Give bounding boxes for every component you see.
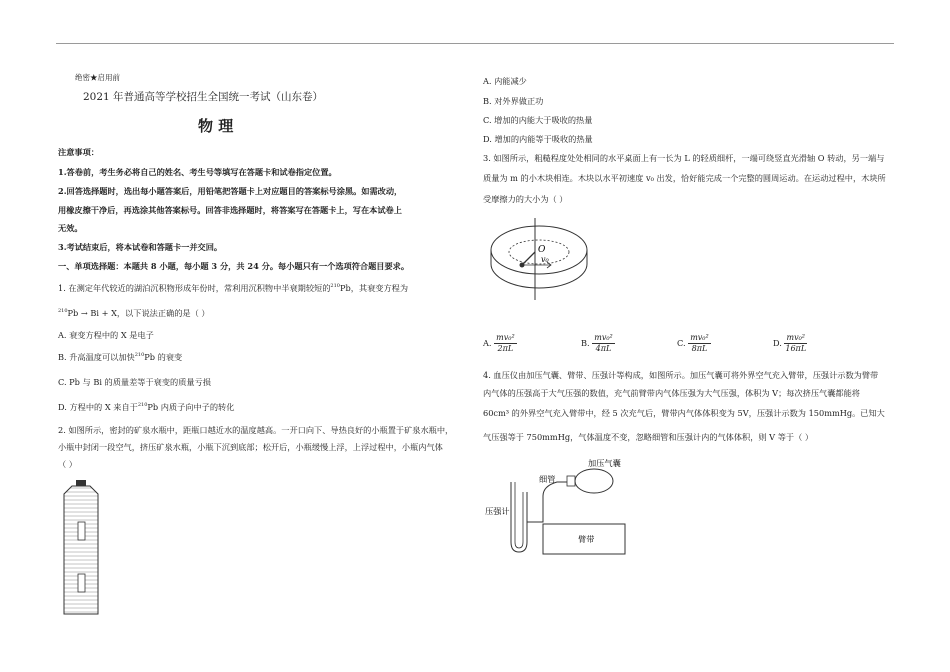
q2-option-c: C. 增加的内能大于吸收的热量 — [483, 115, 593, 125]
fig-label-tube: 细管 — [539, 474, 556, 484]
bottle-figure — [58, 478, 108, 618]
q4-line2: 内气体的压强高于大气压强的数值，充气前臂带内气体压强为大气压强，体积为 V；每次挤压气囊都能将 — [483, 388, 860, 398]
notes-heading: 注意事项： — [58, 147, 99, 157]
q3-option-b: B. $\frac{\text{mv₀²}}{4\pi L}$ — [581, 333, 613, 353]
q1-option-b: B. 升高温度可以加快$^{210}$Pb 的衰变 — [58, 352, 183, 362]
q1-option-d: D. 方程中的 X 来自于$^{210}$Pb 内质子向中子的转化 — [58, 402, 235, 412]
q2-line1: 2. 如图所示，密封的矿泉水瓶中，距瓶口越近水的温度越高。一开口向下、导热良好的小瓶置于矿泉水瓶中， — [58, 425, 454, 435]
note-2-line3: 无效。 — [58, 223, 83, 233]
q3-line3: 受摩擦力的大小为（ ） — [483, 194, 568, 204]
top-rule — [56, 43, 894, 44]
fig-label-cuff: 臂带 — [578, 534, 595, 544]
subject-title: 物 理 — [198, 117, 234, 135]
blood-pressure-figure — [483, 452, 653, 562]
exam-title: 2021 年普通高等学校招生全国统一考试（山东卷） — [83, 91, 324, 103]
q3-option-d: D. $\frac{\text{mv₀²}}{16\pi L}$ — [773, 333, 807, 353]
q3-line2: 质量为 m 的小木块相连。木块以水平初速度 v₀ 出发，恰好能完成一个完整的圆周运动。在运动过程中，木块所 — [483, 173, 886, 183]
q3-option-c: C. $\frac{\text{mv₀²}}{8\pi L}$ — [677, 333, 709, 353]
q4-line3: 60cm³ 的外界空气充入臂带中，经 5 次充气后，臂带内气体体积变为 5V，压强计示数为 150mmHg。已知大 — [483, 408, 885, 418]
q2-option-a: A. 内能减少 — [483, 76, 527, 86]
note-3: 3.考试结束后，将本试卷和答题卡一并交回。 — [58, 242, 223, 252]
rotating-rod-figure — [487, 208, 597, 303]
fig-label-o: O — [538, 245, 546, 255]
note-2-line1: 2.回答选择题时，选出每小题答案后，用铅笔把答题卡上对应题目的答案标号涂黑。如需改动， — [58, 186, 403, 196]
fig-label-pump: 加压气囊 — [588, 458, 621, 468]
q1-option-c: C. Pb 与 Bi 的质量差等于衰变的质量亏损 — [58, 377, 211, 387]
q3-option-a: A. $\frac{\text{mv₀²}}{2\pi L}$ — [483, 333, 515, 353]
fig-label-gauge: 压强计 — [485, 506, 510, 516]
q2-option-d: D. 增加的内能等于吸收的热量 — [483, 134, 593, 144]
q1-equation: $^{210}$Pb → Bi + X，以下说法正确的是（ ） — [58, 308, 210, 318]
fig-label-v0: v₀ — [541, 255, 549, 264]
q1-option-a: A. 衰变方程中的 X 是电子 — [58, 330, 154, 340]
secret-label: 绝密★启用前 — [75, 73, 120, 82]
note-1: 1.答卷前，考生务必将自己的姓名、考生号等填写在答题卡和试卷指定位置。 — [58, 167, 337, 177]
q1-stem: 1. 在测定年代较近的湖泊沉积物形成年份时，常利用沉积物中半衰期较短的$^{210}$Pb，其衰变方程为 — [58, 283, 409, 293]
q2-line2: 小瓶中封闭一段空气，挤压矿泉水瓶，小瓶下沉到底部；松开后，小瓶缓慢上浮，上浮过程中，小瓶内气体 — [58, 442, 443, 452]
q2-option-b: B. 对外界做正功 — [483, 96, 544, 106]
section1-title: 一、单项选择题：本题共 8 小题，每小题 3 分，共 24 分。每小题只有一个选项符合题目要求。 — [58, 261, 410, 271]
note-2-line2: 用橡皮擦干净后，再选涂其他答案标号。回答非选择题时，将答案写在答题卡上，写在本试卷上 — [58, 205, 402, 215]
q2-blank: （ ） — [58, 459, 77, 469]
q3-line1: 3. 如图所示，粗糙程度处处相同的水平桌面上有一长为 L 的轻质细杆，一端可绕竖直光滑轴 O 转动，另一端与 — [483, 153, 885, 163]
q4-line4: 气压强等于 750mmHg，气体温度不变，忽略细管和压强计内的气体体积，则 V 等于（ ） — [483, 432, 814, 442]
q4-line1: 4. 血压仪由加压气囊、臂带、压强计等构成，如图所示。加压气囊可将外界空气充入臂带，压强计示数为臂带 — [483, 370, 879, 380]
